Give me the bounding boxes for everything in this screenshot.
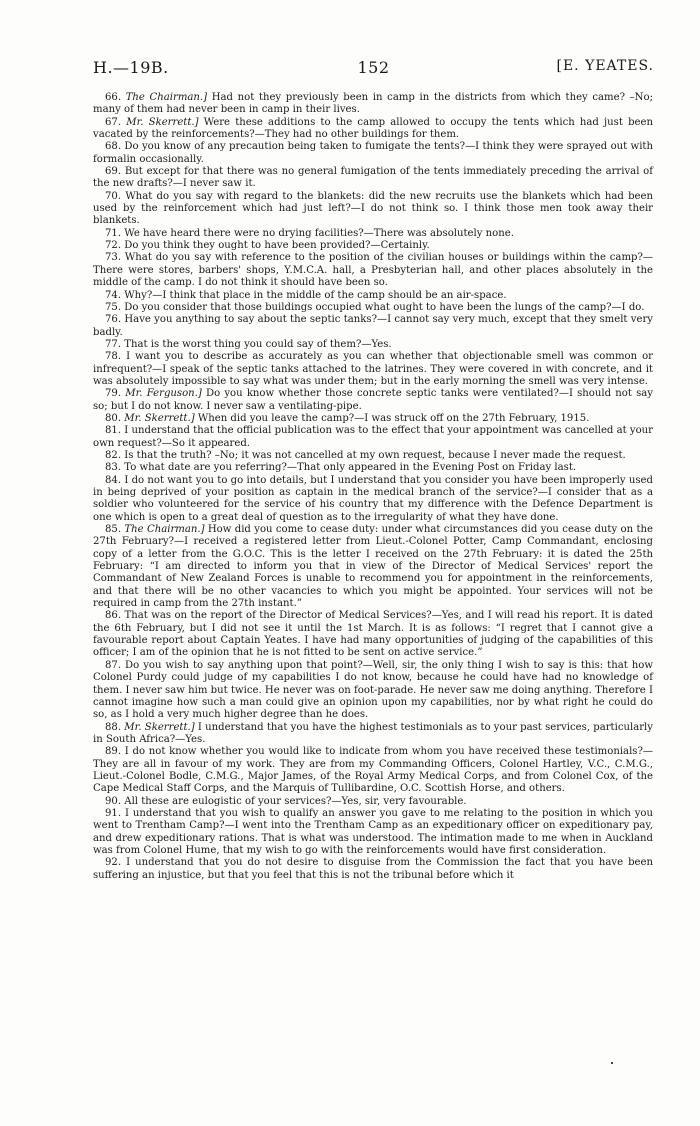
question-answer-text: Why?—I think that place in the middle of the camp should be an air-space. (124, 289, 507, 301)
question-number: 79. (105, 388, 122, 400)
question-number: 85. (105, 524, 122, 536)
testimony-paragraph (93, 166, 653, 191)
question-answer-text: I want you to describe as accurately as you can whether that objectionable smell was common or infrequent?—I speak of the septic tanks attached to the latrines. They were covered in with concrete, and it was absolutely impossible to say what was under them; but in the early morning the smell was very intense. (93, 351, 653, 387)
question-answer-text: I do not want you to go into details, but I understand that you consider you have been improperly used in being deprived of your position as captain in the medical branch of the service?—I consider that as a soldier who volunteered for the service of his country that my difference with the Defence Department is one which is open to a great deal of question as to the irregularity of what they have done. (93, 474, 653, 523)
question-number: 67. (105, 116, 122, 128)
testimony-paragraph (93, 228, 653, 240)
testimony-paragraph (93, 339, 653, 351)
testimony-paragraph (93, 388, 653, 413)
testimony-paragraph (93, 351, 653, 388)
question-number: 72. (105, 240, 122, 252)
question-number: 83. (105, 462, 122, 474)
question-number: 71. (105, 227, 122, 239)
testimony-paragraph (93, 117, 653, 142)
question-number: 80. (105, 412, 122, 424)
testimony-paragraph (93, 808, 653, 857)
question-answer-text: I understand that the official publication was to the effect that your appointment was cancelled at your own request?—So it appeared. (93, 425, 653, 449)
question-number: 89. (105, 746, 122, 758)
testimony-body (93, 92, 653, 882)
question-number: 88. (105, 721, 122, 733)
question-answer-text: That was on the report of the Director of Medical Services?—Yes, and I will read his report. It is dated the 6th February, but I did not see it until the 1st March. It is as follows: “I regret that I cannot give a favourable report about Captain Yeates. I have had many opportunities of judging of the capabilities of this officer; I am of the opinion that he is not fitted to be sent on active service.” (93, 610, 653, 659)
question-answer-text: Is that the truth? –No; it was not cancelled at my own request, because I never made the request. (124, 449, 626, 461)
question-number: 66. (105, 92, 122, 103)
testimony-paragraph (93, 252, 653, 289)
testimony-paragraph (93, 746, 653, 795)
question-answer-text: Do you consider that those buildings occupied what ought to have been the lungs of the camp?—I do. (124, 301, 645, 313)
question-answer-text: All these are eulogistic of your services?—Yes, sir, very favourable. (124, 795, 467, 807)
testimony-paragraph (93, 660, 653, 722)
page-number: 152 (357, 58, 390, 77)
witness-name: [E. YEATES. (556, 58, 654, 74)
speaker-label: Mr. Skerrett.] (126, 116, 199, 128)
testimony-paragraph (93, 302, 653, 314)
question-answer-text: Were these additions to the camp allowed to occupy the tents which had just been vacated by the reinforcements?—They had no other buildings for them. (93, 116, 653, 141)
question-answer-text: I do not know whether you would like to indicate from whom you have received these testimonials?—They are all in favour of my work. They are from my Commanding Officers, Colonel Hartley, V.C., C.M.G., Lieut.-Colonel Bodle, C.M.G., Major James, of the Royal Army Medical Corps, and from Colonel Cox, of the Cape Medical Staff Corps, and the Marquis of Tullibardine, O.C. Scottish Horse, and others. (93, 746, 653, 795)
testimony-paragraph (93, 857, 653, 882)
testimony-paragraph (93, 722, 653, 747)
running-header (93, 58, 654, 82)
testimony-paragraph (93, 462, 653, 474)
question-answer-text: Have you anything to say about the septic tanks?—I cannot say very much, except that they smelt very badly. (93, 314, 653, 338)
question-number: 75. (105, 301, 122, 313)
testimony-paragraph (93, 92, 653, 117)
testimony-paragraph (93, 524, 653, 610)
question-number: 77. (105, 338, 122, 350)
testimony-paragraph (93, 450, 653, 462)
question-answer-text: That is the worst thing you could say of them?—Yes. (124, 338, 392, 350)
testimony-paragraph (93, 290, 653, 302)
question-answer-text: Do you wish to say anything upon that point?—Well, sir, the only thing I wish to say is this: that how Colonel Purdy could judge of my capabilities I do not know, because he could have had no knowledge of them. I never saw him but twice. He never was on foot-parade. He never saw me doing anything. Therefore I cannot imagine how such a man could give an opinion upon my capabilities, nor by what right he could do so, as I hold a very much higher degree than he does. (93, 659, 654, 721)
testimony-paragraph (93, 314, 653, 339)
speaker-label: The Chairman.] (124, 524, 205, 536)
question-number: 70. (105, 190, 122, 202)
question-answer-text: Do you know whether those concrete septic tanks were ventilated?—I should not say so; but I do not know. I never saw a ventilating-pipe. (93, 388, 653, 412)
speaker-label: The Chairman.] (125, 92, 208, 103)
question-answer-text: What do you say with regard to the blankets: did the new recruits use the blankets which had been used by the reinforcement which had just left?—I do not think so. I think those men took away their blankets. (93, 190, 653, 227)
testimony-paragraph (93, 475, 653, 524)
question-number: 68. (105, 141, 122, 153)
question-number: 82. (105, 449, 122, 461)
question-number: 74. (105, 289, 122, 301)
testimony-paragraph (93, 240, 653, 252)
question-number: 78. (105, 351, 122, 363)
question-answer-text: Do you know of any precaution being taken to fumigate the tents?—I think they were sprayed out with formalin occasionally. (93, 141, 653, 165)
testimony-paragraph (93, 425, 653, 450)
question-answer-text: Do you think they ought to have been provided?—Certainly. (124, 240, 430, 252)
question-number: 87. (105, 659, 122, 671)
question-number: 81. (105, 425, 122, 437)
testimony-paragraph (93, 191, 653, 228)
question-number: 76. (105, 314, 122, 326)
testimony-paragraph (93, 413, 653, 425)
speaker-label: Mr. Skerrett.] (124, 412, 195, 424)
testimony-paragraph (93, 796, 653, 808)
question-answer-text: Had not they previously been in camp in the districts from which they came? –No; many of them had never been in camp in their lives. (93, 92, 653, 116)
question-answer-text: I understand that you do not desire to disguise from the Commission the fact that you have been suffering an injustice, but that you feel that this is not the tribunal before which it (93, 857, 653, 881)
question-number: 69. (105, 166, 122, 178)
question-answer-text: But except for that there was no general fumigation of the tents immediately preceding the arrival of the new drafts?—I never saw it. (93, 166, 653, 190)
speaker-label: Mr. Ferguson.] (125, 388, 202, 400)
question-number: 91. (105, 807, 122, 819)
question-number: 86. (105, 610, 122, 622)
question-number: 92. (105, 857, 122, 869)
question-answer-text: What do you say with reference to the position of the civilian houses or buildings within the camp?—There were stores, barbers' shops, Y.M.C.A. hall, a Presbyterian hall, and other places absolutely in the middle of the camp. I do not think it should have been so. (93, 252, 653, 289)
testimony-paragraph (93, 141, 653, 166)
question-answer-text: To what date are you referring?—That only appeared in the Evening Post on Friday last. (124, 462, 577, 474)
document-reference: H.—19B. (93, 58, 169, 77)
question-answer-text: I understand that you wish to qualify an answer you gave to me relating to the position in which you went to Trentham Camp?—I went into the Trentham Camp as an expeditionary officer on expeditionary pay, and drew expeditionary rations. That is what was understood. The intimation made to me when in Auckland was from Colonel Hume, that my wish to go with the reinforcements would have first consideration. (93, 807, 653, 856)
question-answer-text: When did you leave the camp?—I was struck off on the 27th February, 1915. (194, 412, 590, 424)
question-answer-text: How did you come to cease duty: under what circumstances did you cease duty on the 27th February?—I received a registered letter from Lieut.-Colonel Potter, Camp Commandant, enclosing copy of a letter from the G.O.C. This is the letter I received on the 27th February: it is dated the 25th February: “I am directed to inform you that in view of the Director of Medical Services' report the Commandant of New Zealand Forces is unable to recommend you for appointment in the reinforcements, and that there will be no other vacancies to which you might be appointed. Your services will not be required in camp from the 27th instant.” (93, 524, 653, 610)
speaker-label: Mr. Skerrett.] (124, 721, 195, 733)
print-speck (611, 1062, 613, 1064)
question-answer-text: I understand that you have the highest testimonials as to your past services, particularly in South Africa?—Yes. (93, 721, 653, 745)
testimony-paragraph (93, 610, 653, 659)
question-number: 84. (105, 474, 122, 486)
question-number: 90. (105, 795, 122, 807)
question-number: 73. (105, 252, 122, 264)
question-answer-text: We have heard there were no drying facilities?—There was absolutely none. (124, 227, 514, 239)
